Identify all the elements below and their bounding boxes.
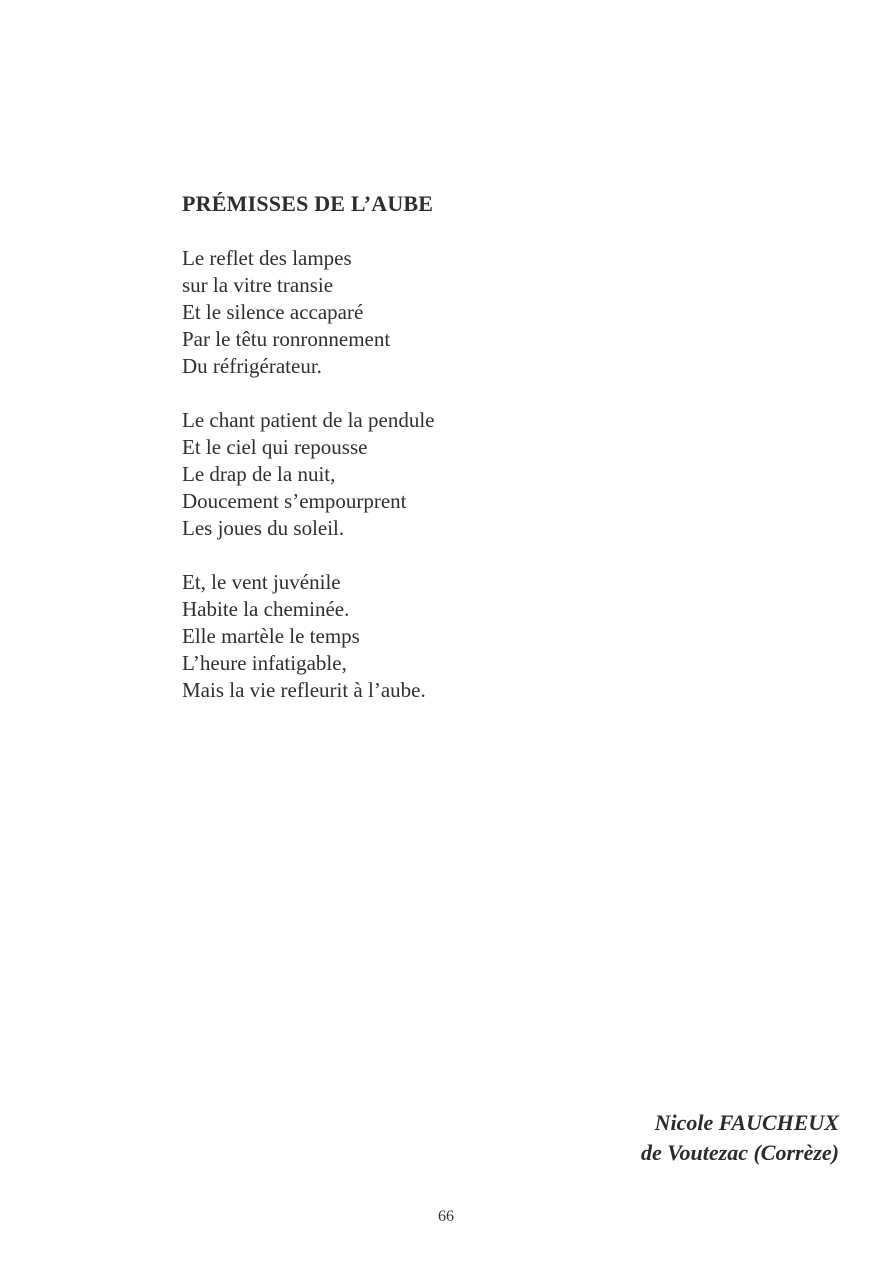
- verse-line: Mais la vie refleurit à l’aube.: [182, 678, 426, 702]
- verse-line: Elle martèle le temps: [182, 624, 360, 648]
- stanza-1: [182, 245, 702, 380]
- verse-line: L’heure infatigable,: [182, 651, 347, 675]
- verse-line: Le chant patient de la pendule: [182, 408, 435, 432]
- verse-line: Doucement s’empourprent: [182, 489, 407, 513]
- verse-line: Par le têtu ronronnement: [182, 327, 391, 351]
- verse-line: Et le silence accaparé: [182, 300, 364, 324]
- verse-line: Du réfrigérateur.: [182, 354, 322, 378]
- verse-line: Les joues du soleil.: [182, 516, 345, 540]
- poem-body: [182, 245, 702, 731]
- verse-line: Le reflet des lampes: [182, 246, 352, 270]
- author-origin: de Voutezac (Corrèze): [641, 1140, 839, 1165]
- stanza-2: [182, 407, 702, 542]
- verse-line: sur la vitre transie: [182, 273, 334, 297]
- verse-line: Et le ciel qui repousse: [182, 435, 368, 459]
- stanza-3: [182, 569, 702, 704]
- verse-line: Le drap de la nuit,: [182, 462, 336, 486]
- poem-title: PRÉMISSES DE L’AUBE: [182, 191, 434, 216]
- verse-line: Et, le vent juvénile: [182, 570, 341, 594]
- page-number: 66: [438, 1208, 454, 1225]
- verse-line: Habite la cheminée.: [182, 597, 350, 621]
- author-signature: [641, 1108, 839, 1168]
- author-name: Nicole FAUCHEUX: [654, 1110, 839, 1135]
